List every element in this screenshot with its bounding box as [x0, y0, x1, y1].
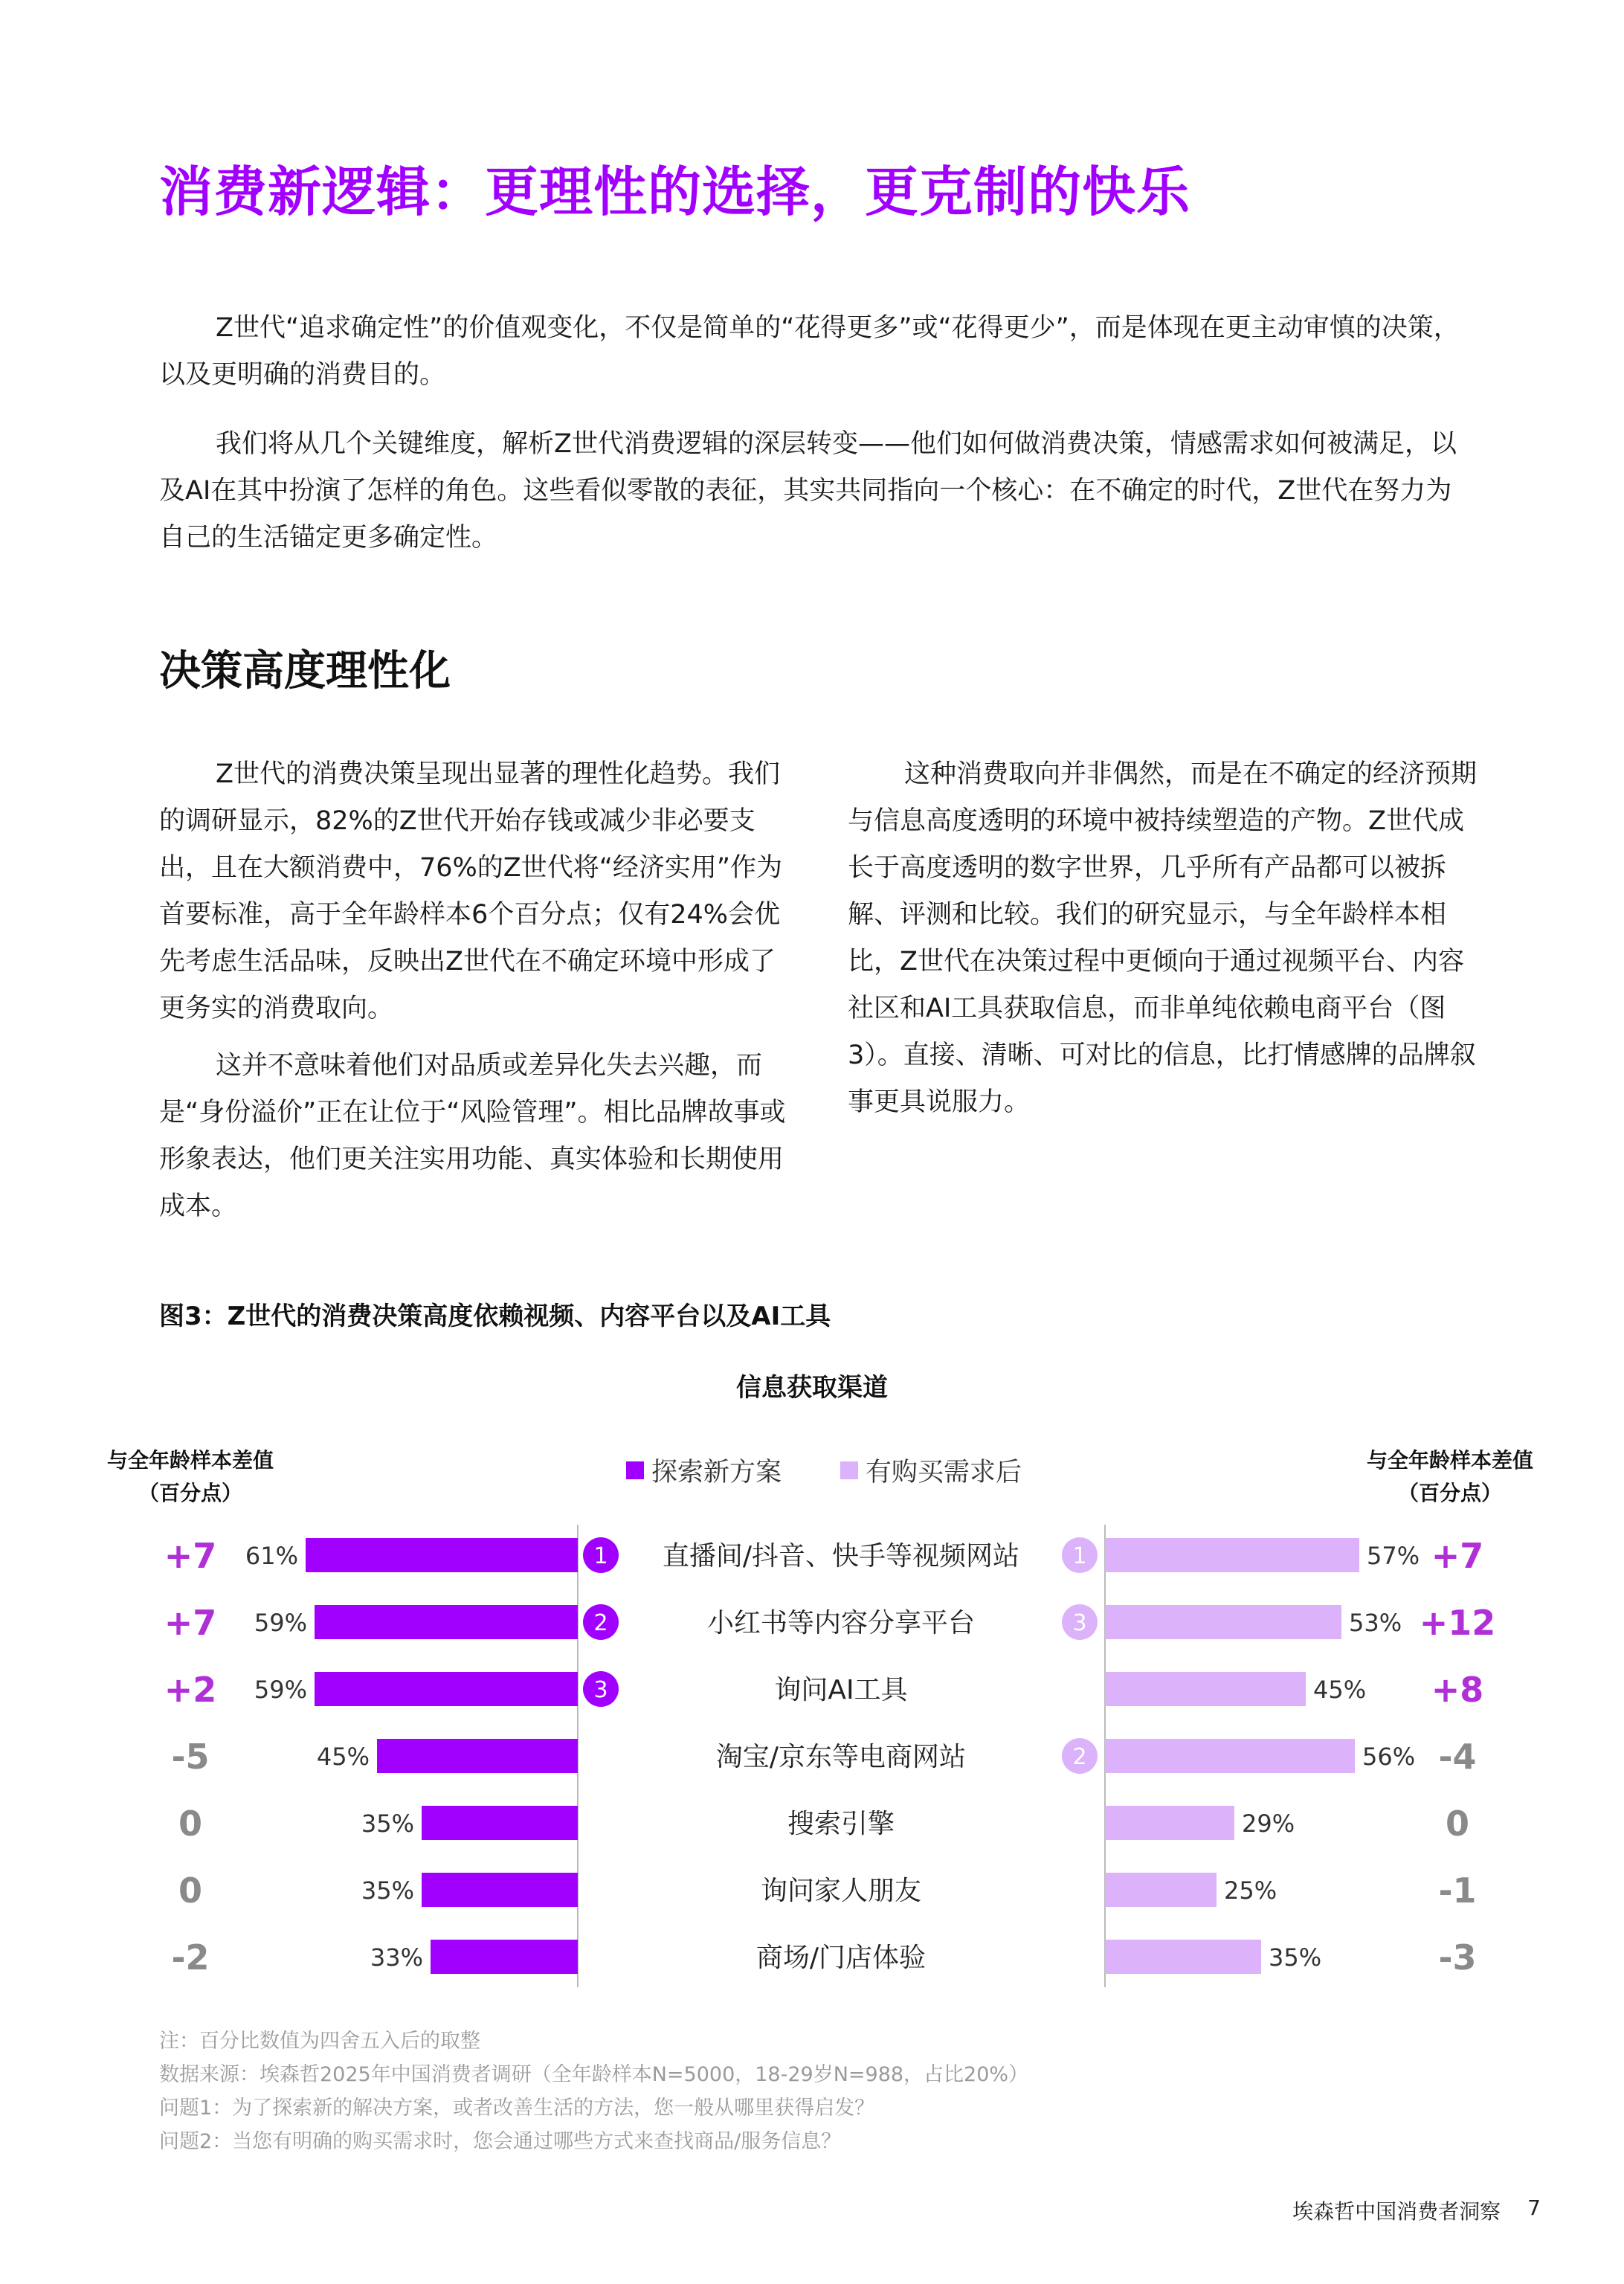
value-label-explore-4: 35% [361, 1809, 414, 1838]
diff-label-explore-0: +7 [164, 1536, 217, 1576]
diff-label-explore-4: 0 [178, 1804, 203, 1844]
category-label-4: 搜索引擎 [787, 1809, 895, 1839]
value-label-purchase-6: 35% [1269, 1943, 1322, 1972]
left-paragraph-2: 这并不意味着他们对品质或差异化失去兴趣，而是“身份溢价”正在让位于“风险管理”。相比品牌故事或形象表达，他们更关注实用功能、真实体验和长期使用成本。 [159, 1051, 786, 1221]
note-source: 数据来源：埃森哲2025年中国消费者调研（全年龄样本N=5000，18-29岁N=988，占比20%） [159, 2063, 1029, 2086]
bar-purchase-3 [1105, 1739, 1355, 1773]
chart-title: 信息获取渠道 [736, 1373, 888, 1403]
bar-purchase-4 [1105, 1806, 1234, 1840]
right-diff-header-line2: （百分点） [1397, 1481, 1502, 1505]
right-paragraph-1: 这种消费取向并非偶然，而是在不确定的经济预期与信息高度透明的环境中被持续塑造的产物。Z世代成长于高度透明的数字世界，几乎所有产品都可以被拆解、评测和比较。我们的研究显示，与全年龄样本相比，Z世代在决策过程中更倾向于通过视频平台、内容社区和AI工具获取信息，而非单纯依赖电商平台（图3）。直接、清晰、可对比的信息，比打情感牌的品牌叙事更具说服力。 [848, 759, 1478, 1117]
footer-publication: 埃森哲中国消费者洞察 [1292, 2199, 1501, 2224]
note-rounding: 注：百分比数值为四舍五入后的取整 [159, 2030, 480, 2053]
category-label-0: 直播间/抖音、快手等视频网站 [662, 1541, 1020, 1572]
left-diff-header-line2: （百分点） [138, 1481, 242, 1505]
value-label-explore-1: 59% [254, 1609, 307, 1637]
bar-explore-5 [422, 1873, 578, 1907]
diff-label-explore-3: -5 [171, 1737, 210, 1777]
category-label-3: 淘宝/京东等电商网站 [715, 1742, 967, 1772]
category-label-6: 商场/门店体验 [755, 1943, 927, 1973]
value-label-purchase-0: 57% [1367, 1542, 1420, 1570]
value-label-purchase-2: 45% [1313, 1676, 1367, 1704]
category-label-1: 小红书等内容分享平台 [706, 1608, 976, 1638]
diff-label-explore-2: +2 [164, 1670, 217, 1710]
diff-label-purchase-0: +7 [1431, 1536, 1484, 1576]
legend-label-explore: 探索新方案 [651, 1458, 782, 1487]
value-label-purchase-4: 29% [1242, 1809, 1295, 1838]
bar-explore-0 [306, 1538, 578, 1572]
rank-number-explore-1: 2 [593, 1610, 608, 1636]
value-label-explore-5: 35% [361, 1876, 414, 1905]
category-label-2: 询问AI工具 [774, 1675, 908, 1705]
diff-label-explore-6: -2 [171, 1937, 210, 1978]
page-number: 7 [1527, 2195, 1541, 2220]
bar-purchase-0 [1105, 1538, 1359, 1572]
bar-explore-1 [315, 1605, 578, 1639]
bar-purchase-5 [1105, 1873, 1217, 1907]
bar-explore-3 [377, 1739, 578, 1773]
diff-label-purchase-4: 0 [1445, 1804, 1470, 1844]
right-diff-header-line1: 与全年龄样本差值 [1366, 1448, 1533, 1473]
bar-explore-4 [422, 1806, 578, 1840]
section-title: 决策高度理性化 [159, 647, 451, 695]
diff-label-explore-5: 0 [178, 1870, 203, 1911]
note-question-2: 问题2：当您有明确的购买需求时，您会通过哪些方式来查找商品/服务信息？ [159, 2130, 842, 2153]
page-footer [1292, 2195, 1541, 2225]
rank-number-purchase-3: 2 [1072, 1744, 1087, 1770]
rank-number-explore-0: 1 [593, 1543, 608, 1569]
value-label-purchase-1: 53% [1349, 1609, 1402, 1637]
left-diff-header-line1: 与全年龄样本差值 [106, 1448, 274, 1473]
chart-notes [159, 2024, 1028, 2158]
left-paragraph-1: Z世代的消费决策呈现出显著的理性化趋势。我们的调研显示，82%的Z世代开始存钱或减少非必要支出，且在大额消费中，76%的Z世代将“经济实用”作为首要标准，高于全年龄样本6个百分点；仅有24%会优先考虑生活品味，反映出Z世代在不确定环境中形成了更务实的消费取向。 [159, 759, 783, 1023]
note-question-1: 问题1：为了探索新的解决方案，或者改善生活的方法，您一般从哪里获得启发？ [159, 2097, 875, 2120]
value-label-explore-3: 45% [316, 1743, 370, 1771]
value-label-explore-0: 61% [245, 1542, 298, 1570]
intro-paragraph-2: 我们将从几个关键维度，解析Z世代消费逻辑的深层转变——他们如何做消费决策，情感需求如何被满足，以及AI在其中扮演了怎样的角色。这些看似零散的表征，其实共同指向一个核心：在不确定的时代，Z世代在努力为自己的生活锚定更多确定性。 [159, 429, 1457, 553]
bar-purchase-1 [1105, 1605, 1341, 1639]
category-label-5: 询问家人朋友 [760, 1876, 922, 1906]
value-label-explore-6: 33% [370, 1943, 423, 1972]
bar-purchase-2 [1105, 1672, 1306, 1706]
value-label-explore-2: 59% [254, 1676, 307, 1704]
bar-explore-2 [315, 1672, 578, 1706]
diff-label-purchase-3: -4 [1438, 1737, 1477, 1777]
value-label-purchase-5: 25% [1224, 1876, 1277, 1905]
figure-title: 图3：Z世代的消费决策高度依赖视频、内容平台以及AI工具 [159, 1302, 831, 1331]
bar-explore-6 [431, 1940, 578, 1974]
legend-label-purchase: 有购买需求后 [866, 1458, 1022, 1487]
diff-label-purchase-5: -1 [1438, 1870, 1477, 1911]
intro-paragraph-1: Z世代“追求确定性”的价值观变化，不仅是简单的“花得更多”或“花得更少”，而是体现在更主动审慎的决策，以及更明确的消费目的。 [159, 313, 1460, 390]
rank-number-purchase-0: 1 [1072, 1543, 1087, 1569]
page-title: 消费新逻辑：更理性的选择，更克制的快乐 [159, 161, 1191, 223]
bar-purchase-6 [1105, 1940, 1261, 1974]
diff-label-purchase-2: +8 [1431, 1670, 1484, 1710]
diff-label-purchase-6: -3 [1438, 1937, 1477, 1978]
diff-label-explore-1: +7 [164, 1603, 217, 1643]
diff-label-purchase-1: +12 [1419, 1603, 1496, 1643]
rank-number-purchase-1: 3 [1072, 1610, 1087, 1636]
rank-number-explore-2: 3 [593, 1677, 608, 1703]
value-label-purchase-3: 56% [1362, 1743, 1416, 1771]
